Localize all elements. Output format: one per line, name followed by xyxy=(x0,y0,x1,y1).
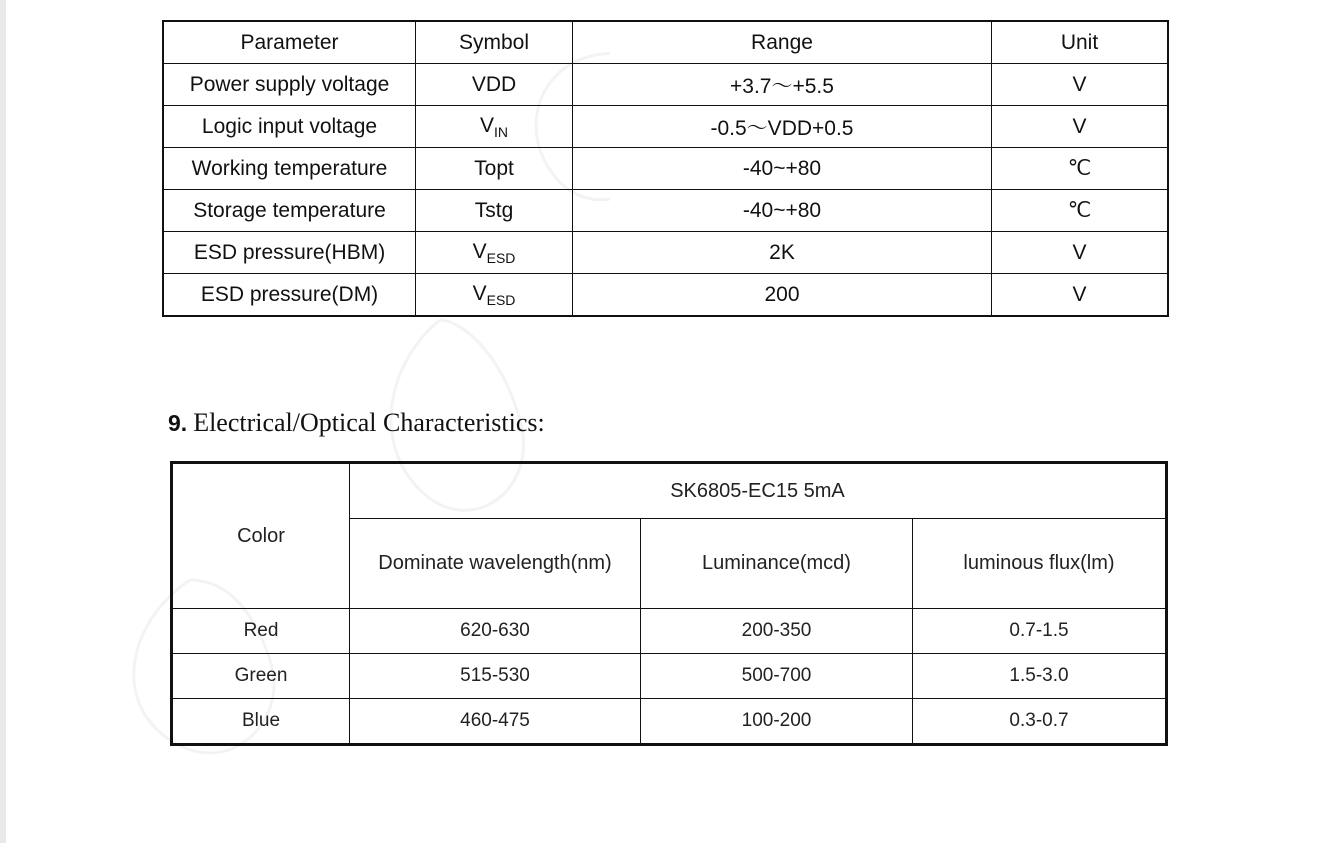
symbol-text: V xyxy=(479,113,494,137)
luminance-cell: 100-200 xyxy=(641,699,913,745)
range-cell: 2K xyxy=(573,232,992,274)
page-left-edge xyxy=(0,0,6,843)
table-row xyxy=(163,232,1168,274)
symbol-text: V xyxy=(472,239,487,263)
symbol-cell xyxy=(416,232,573,274)
table-row xyxy=(163,106,1168,148)
header-range: Range xyxy=(573,21,992,64)
range-cell: +3.7～+5.5 xyxy=(573,64,992,106)
luminance-cell: 200-350 xyxy=(641,609,913,654)
parameter-cell: Power supply voltage xyxy=(163,64,416,106)
table-row xyxy=(172,699,1167,745)
section-number: 9. xyxy=(168,410,188,436)
symbol-cell xyxy=(416,190,573,232)
range-cell: -40~+80 xyxy=(573,148,992,190)
header-model: SK6805-EC15 5mA xyxy=(350,463,1167,519)
table-row xyxy=(163,190,1168,232)
color-cell: Red xyxy=(172,609,350,654)
parameter-cell: Storage temperature xyxy=(163,190,416,232)
unit-cell: ℃ xyxy=(992,190,1169,232)
symbol-cell xyxy=(416,148,573,190)
section-heading xyxy=(168,408,545,438)
wavelength-cell: 620-630 xyxy=(350,609,641,654)
section-title: Electrical/Optical Characteristics: xyxy=(193,408,545,437)
unit-cell: V xyxy=(992,232,1169,274)
parameter-cell: ESD pressure(DM) xyxy=(163,274,416,317)
electrical-optical-table xyxy=(170,461,1168,746)
table-row xyxy=(172,609,1167,654)
range-cell: 200 xyxy=(573,274,992,317)
table-row xyxy=(163,274,1168,317)
symbol-cell xyxy=(416,106,573,148)
wavelength-cell: 460-475 xyxy=(350,699,641,745)
absolute-ratings-table xyxy=(162,20,1169,317)
range-cell: -0.5～VDD+0.5 xyxy=(573,106,992,148)
symbol-text: Topt xyxy=(474,156,514,180)
header-wavelength: Dominate wavelength(nm) xyxy=(350,519,641,609)
symbol-subscript: ESD xyxy=(486,249,516,266)
header-flux: luminous flux(lm) xyxy=(913,519,1167,609)
table-row xyxy=(163,64,1168,106)
symbol-text: Tstg xyxy=(474,198,514,222)
header-unit: Unit xyxy=(992,21,1169,64)
header-parameter: Parameter xyxy=(163,21,416,64)
parameter-cell: Logic input voltage xyxy=(163,106,416,148)
wavelength-cell: 515-530 xyxy=(350,654,641,699)
flux-cell: 0.3-0.7 xyxy=(913,699,1167,745)
unit-cell: ℃ xyxy=(992,148,1169,190)
table-row xyxy=(163,148,1168,190)
luminance-cell: 500-700 xyxy=(641,654,913,699)
flux-cell: 0.7-1.5 xyxy=(913,609,1167,654)
header-luminance: Luminance(mcd) xyxy=(641,519,913,609)
range-cell: -40~+80 xyxy=(573,190,992,232)
unit-cell: V xyxy=(992,64,1169,106)
header-symbol: Symbol xyxy=(416,21,573,64)
flux-cell: 1.5-3.0 xyxy=(913,654,1167,699)
parameter-cell: ESD pressure(HBM) xyxy=(163,232,416,274)
header-color: Color xyxy=(172,463,350,609)
symbol-text: V xyxy=(472,281,487,305)
symbol-cell xyxy=(416,274,573,317)
table-header-row xyxy=(163,21,1168,64)
symbol-text: VDD xyxy=(471,72,517,96)
symbol-subscript: IN xyxy=(494,123,508,140)
color-cell: Green xyxy=(172,654,350,699)
parameter-cell: Working temperature xyxy=(163,148,416,190)
unit-cell: V xyxy=(992,274,1169,317)
color-cell: Blue xyxy=(172,699,350,745)
symbol-cell xyxy=(416,64,573,106)
table-row xyxy=(172,654,1167,699)
symbol-subscript: ESD xyxy=(486,291,516,308)
unit-cell: V xyxy=(992,106,1169,148)
table-header-row xyxy=(172,463,1167,519)
